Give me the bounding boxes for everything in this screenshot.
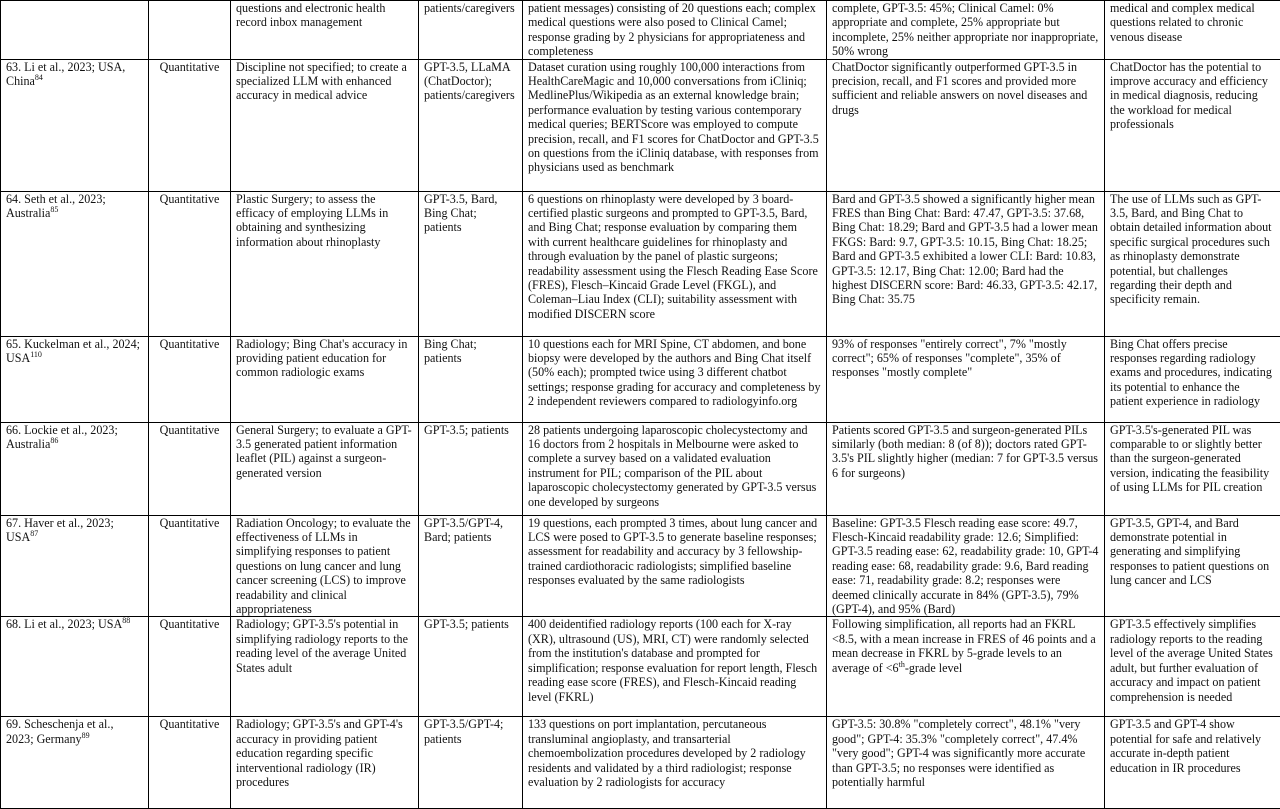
methods-cell: Dataset curation using roughly 100,000 interactions from HealthCareMagic and 10,000 conversations from iCliniq; MedlinePlus/Wikipedia as an external knowledge brain; performance evaluation by testing various contemporary medical queries; BERTScore was employed to compute precision, recall, and F1 scores for ChatDoctor and GPT-3.5 on questions from the iCliniq database, with responses from physicians used as benchmark — [523, 59, 827, 191]
study-type-cell: Quantitative — [149, 191, 231, 336]
table-row — [1, 422, 1280, 515]
methods-cell: 10 questions each for MRI Spine, CT abdomen, and bone biopsy were developed by the authors and Bing Chat itself (50% each); prompted twice using 3 different chatbot settings; response grading for accuracy and completeness by 2 independent reviewers compared to radiologyinfo.org — [523, 336, 827, 422]
study-cell: 66. Lockie et al., 2023; Australia$^{86}$ — [1, 422, 149, 515]
model-population-cell: GPT-3.5; patients — [419, 617, 523, 717]
study-cell: 64. Seth et al., 2023; Australia$^{85}$ — [1, 191, 149, 336]
table-row — [1, 717, 1280, 809]
discipline-aim-cell: Discipline not specified; to create a specialized LLM with enhanced accuracy in medical advice — [231, 59, 419, 191]
findings-cell: Patients scored GPT-3.5 and surgeon-generated PILs similarly (both median: 8 (of 8)); doctors rated GPT-3.5's PIL slightly higher (median: 7 for GPT-3.5 versus 6 for surgeons) — [827, 422, 1105, 515]
reference-number: 86 — [50, 436, 58, 445]
methods-cell: 19 questions, each prompted 3 times, about lung cancer and LCS were posed to GPT-3.5 to generate baseline responses; assessment for readability and accuracy by 3 fellowship-trained cardiothoracic radiologists; simplified baseline responses evaluated by the same radiologists — [523, 515, 827, 617]
table-row — [1, 59, 1280, 191]
methods-cell: 400 deidentified radiology reports (100 each for X-ray (XR), ultrasound (US), MRI, CT) were randomly selected from the institution's database and prompted for simplification; response evaluation for report length, Flesch reading ease score (FRES), and Flesch-Kincaid reading level (FKRL) — [523, 617, 827, 717]
table-row — [1, 515, 1280, 617]
model-population-cell: patients/caregivers — [419, 1, 523, 60]
table-row — [1, 336, 1280, 422]
study-type-cell: Quantitative — [149, 617, 231, 717]
model-population-cell: GPT-3.5; patients — [419, 422, 523, 515]
conclusion-cell: GPT-3.5 and GPT-4 show potential for safe and relatively accurate in-depth patient education in IR procedures — [1105, 717, 1280, 809]
findings-cell: ChatDoctor significantly outperformed GPT-3.5 in precision, recall, and F1 scores and provided more sufficient and reliable answers on novel diseases and drugs — [827, 59, 1105, 191]
conclusion-cell: Bing Chat offers precise responses regarding radiology exams and procedures, indicating its potential to enhance the patient experience in radiology — [1105, 336, 1280, 422]
reference-number: 110 — [30, 350, 42, 359]
methods-cell: 6 questions on rhinoplasty were developed by 3 board-certified plastic surgeons and prompted to GPT-3.5, Bard, and Bing Chat; response evaluation by comparing them with current healthcare guidelines for rhinoplasty and through evaluation by the panel of plastic surgeons; readability assessment using the Flesch Reading Ease Score (FRES), Flesch–Kincaid Grade Level (FKGL), and Coleman–Liau Index (CLI); suitability assessment with modified DISCERN score — [523, 191, 827, 336]
methods-cell: 133 questions on port implantation, percutaneous transluminal angioplasty, and transarterial chemoembolization procedures developed by 2 radiology residents and validated by a third radiologist; response evaluation by 2 radiologists for accuracy — [523, 717, 827, 809]
study-cell: 68. Li et al., 2023; USA$^{88}$ — [1, 617, 149, 717]
findings-cell: Following simplification, all reports had an FKRL <8.5, with a mean increase in FRES of 46 points and a mean decrease in FKRL by 5-grade levels to an average of <6th-grade level — [827, 617, 1105, 717]
study-cell: 69. Scheschenja et al., 2023; Germany$^{89}$ — [1, 717, 149, 809]
discipline-aim-cell: Radiology; Bing Chat's accuracy in providing patient education for common radiologic exams — [231, 336, 419, 422]
discipline-aim-cell: General Surgery; to evaluate a GPT-3.5 generated patient information leaflet (PIL) against a surgeon-generated version — [231, 422, 419, 515]
study-type-cell: Quantitative — [149, 422, 231, 515]
study-type-cell: Quantitative — [149, 717, 231, 809]
methods-cell: 28 patients undergoing laparoscopic cholecystectomy and 16 doctors from 2 hospitals in Melbourne were asked to complete a survey based on a validated evaluation instrument for PIL; comparison of the PIL about laparoscopic cholecystectomy generated by GPT-3.5 versus one developed by surgeons — [523, 422, 827, 515]
discipline-aim-cell: Plastic Surgery; to assess the efficacy of employing LLMs in obtaining and synthesizing information about rhinoplasty — [231, 191, 419, 336]
conclusion-cell: The use of LLMs such as GPT-3.5, Bard, and Bing Chat to obtain detailed information about specific surgical procedures such as rhinoplasty demonstrate potential, but challenges regarding their depth and specificity remain. — [1105, 191, 1280, 336]
reference-number: 85 — [50, 205, 58, 214]
model-population-cell: GPT-3.5/GPT-4; patients — [419, 717, 523, 809]
conclusion-cell: ChatDoctor has the potential to improve accuracy and efficiency in medical diagnosis, reducing the workload for medical professionals — [1105, 59, 1280, 191]
conclusion-cell: medical and complex medical questions related to chronic venous disease — [1105, 1, 1280, 60]
conclusion-cell: GPT-3.5's-generated PIL was comparable to or slightly better than the surgeon-generated version, indicating the feasibility of using LLMs for PIL creation — [1105, 422, 1280, 515]
findings-cell: complete, GPT-3.5: 45%; Clinical Camel: 0% appropriate and complete, 25% appropriate but incomplete, 25% neither appropriate nor inappropriate, 50% wrong — [827, 1, 1105, 60]
discipline-aim-cell: Radiation Oncology; to evaluate the effectiveness of LLMs in simplifying responses to patient questions on lung cancer and lung cancer screening (LCS) to improve readability and clinical appropriateness — [231, 515, 419, 617]
model-population-cell: GPT-3.5/GPT-4, Bard; patients — [419, 515, 523, 617]
model-population-cell: Bing Chat; patients — [419, 336, 523, 422]
discipline-aim-cell: Radiology; GPT-3.5's potential in simplifying radiology reports to the reading level of the average United States adult — [231, 617, 419, 717]
discipline-aim-cell: Radiology; GPT-3.5's and GPT-4's accuracy in providing patient education regarding specific interventional radiology (IR) procedures — [231, 717, 419, 809]
study-cell: 65. Kuckelman et al., 2024; USA$^{110}$ — [1, 336, 149, 422]
study-cell — [1, 1, 149, 60]
study-type-cell — [149, 1, 231, 60]
study-cell: 67. Haver et al., 2023; USA$^{87}$ — [1, 515, 149, 617]
reference-number: 89 — [82, 731, 90, 740]
model-population-cell: GPT-3.5, Bard, Bing Chat; patients — [419, 191, 523, 336]
discipline-aim-cell: questions and electronic health record inbox management — [231, 1, 419, 60]
findings-cell: Baseline: GPT-3.5 Flesch reading ease score: 49.7, Flesch-Kincaid readability grade: 12.6; Simplified: GPT-3.5 reading ease: 62, readability grade: 10, GPT-4 reading ease: 68, readability grade: 9.6, Bard reading ease: 71, readability grade: 8.2; responses were deemed clinically accurate in 84% (GPT-3.5), 79% (GPT-4), and 95% (Bard) — [827, 515, 1105, 617]
table-row — [1, 191, 1280, 336]
methods-cell: patient messages) consisting of 20 questions each; complex medical questions were also posed to Clinical Camel; response grading by 2 physicians for appropriateness and completeness — [523, 1, 827, 60]
reference-number: 87 — [30, 529, 38, 538]
findings-cell: GPT-3.5: 30.8% "completely correct", 48.1% "very good"; GPT-4: 35.3% "completely correct", 47.4% "very good"; GPT-4 was significantly more accurate than GPT-3.5; no responses were identified as potentially harmful — [827, 717, 1105, 809]
table-row — [1, 617, 1280, 717]
reference-number: 84 — [35, 73, 43, 82]
study-type-cell: Quantitative — [149, 515, 231, 617]
conclusion-cell: GPT-3.5 effectively simplifies radiology reports to the reading level of the average United States adult, but further evaluation of accuracy and impact on patient comprehension is needed — [1105, 617, 1280, 717]
table-row — [1, 1, 1280, 60]
findings-cell: Bard and GPT-3.5 showed a significantly higher mean FRES than Bing Chat: Bard: 47.47, GPT-3.5: 37.68, Bing Chat: 18.29; Bard and GPT-3.5 had a lower mean FKGS: Bard: 9.7, GPT-3.5: 10.15, Bing Chat: 18.25; Bard and GPT-3.5 exhibited a lower CLI: Bard: 10.83, GPT-3.5: 12.17, Bing Chat: 12.00; Bard had the highest DISCERN score: Bard: 46.33, GPT-3.5: 42.17, Bing Chat: 35.75 — [827, 191, 1105, 336]
reference-number: 88 — [122, 617, 130, 625]
model-population-cell: GPT-3.5, LLaMA (ChatDoctor); patients/caregivers — [419, 59, 523, 191]
study-type-cell: Quantitative — [149, 59, 231, 191]
findings-cell: 93% of responses "entirely correct", 7% "mostly correct"; 65% of responses "complete", 35% of responses "mostly complete" — [827, 336, 1105, 422]
conclusion-cell: GPT-3.5, GPT-4, and Bard demonstrate potential in generating and simplifying responses to patient questions on lung cancer and LCS — [1105, 515, 1280, 617]
study-cell: 63. Li et al., 2023; USA, China$^{84}$ — [1, 59, 149, 191]
study-type-cell: Quantitative — [149, 336, 231, 422]
